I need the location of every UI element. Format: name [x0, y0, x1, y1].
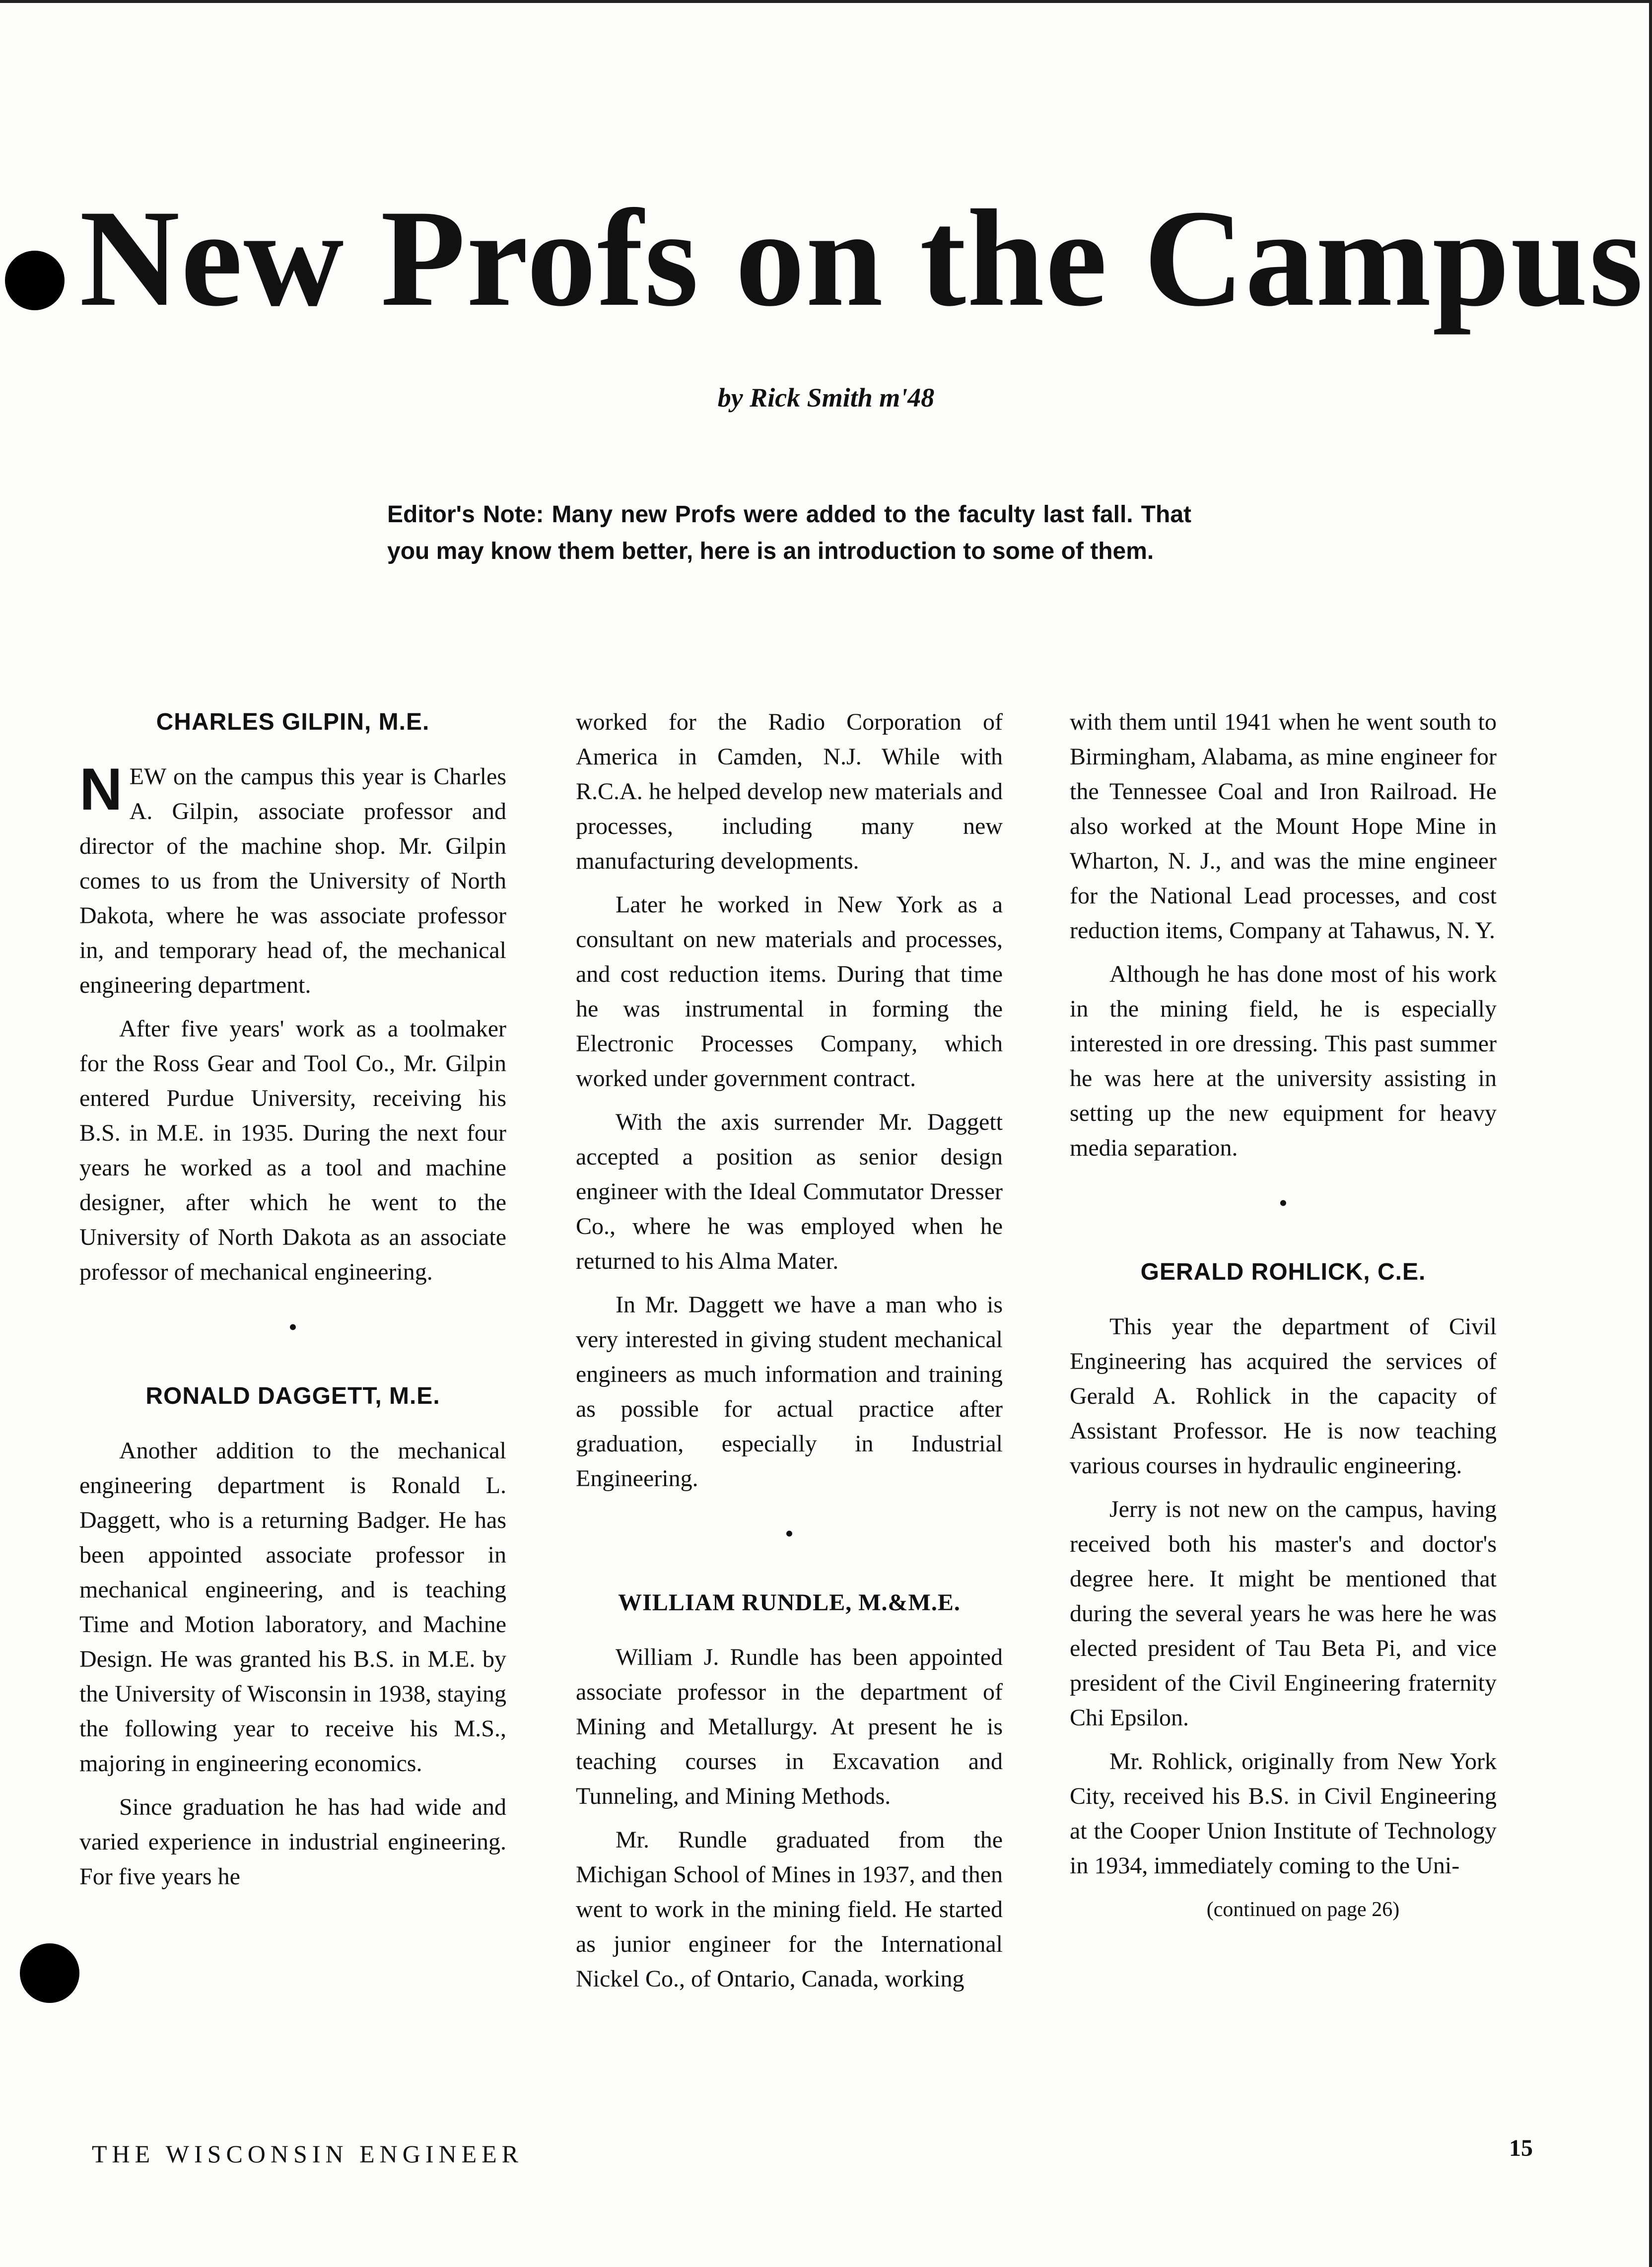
section-separator: • [785, 1519, 794, 1547]
page-edge-right [1649, 0, 1652, 2267]
rohlick-paragraph-3: Mr. Rohlick, originally from New York City, received his B.S. in Civil Engineering at the Cooper Union Institute of Technology in 1934, immediately coming to the Uni- [1070, 1748, 1497, 1879]
section-separator: • [288, 1313, 297, 1341]
daggett-paragraph-3: Later he worked in New York as a consultant on new materials and processes, and cost reduction items. During that time he was instrumental in forming the Electronic Processes Company, which worked under government contract. [576, 892, 1003, 1092]
page-edge-top [0, 0, 1652, 3]
rundle-paragraph-2: Mr. Rundle graduated from the Michigan School of Mines in 1937, and then went to work in the mining field. He started as junior engineer for the International Nickel Co., of Ontario, Canada, working [576, 1827, 1003, 1992]
page-number: 15 [1509, 2135, 1533, 2161]
publication-name: THE WISCONSIN ENGINEER [92, 2140, 524, 2168]
heading-daggett: RONALD DAGGETT, M.E. [145, 1383, 440, 1409]
column-1 [79, 705, 506, 1903]
punch-hole-top [5, 251, 65, 310]
rohlick-paragraph-2: Jerry is not new on the campus, having received both his master's and doctor's degree here. It might be mentioned that during the several years he was here he was elected president of Tau Beta Pi, and vice president of the Civil Engineering fraternity Chi Epsilon. [1070, 1496, 1497, 1731]
byline: by Rick Smith m'48 [717, 383, 935, 412]
column-3 [1070, 705, 1497, 1936]
section-separator: • [1279, 1189, 1288, 1217]
gilpin-paragraph-2: After five years' work as a toolmaker for the Ross Gear and Tool Co., Mr. Gilpin entered Purdue University, receiving his B.S. in M.E. in 1935. During the next four years he worked as a tool and machine designer, after which he went to the University of North Dakota as an associate professor of mechanical engineering. [79, 1016, 506, 1285]
heading-rohlick: GERALD ROHLICK, C.E. [1140, 1259, 1426, 1285]
daggett-paragraph-2-continued: worked for the Radio Corporation of America in Camden, N.J. While with R.C.A. he helped develop new materials and processes, including many new manufacturing developments. [576, 709, 1003, 874]
page-title: New Profs on the Campus [79, 181, 1644, 335]
editors-note: Editor's Note: Many new Profs were added to the faculty last fall. That you may know them better, here is an introduction to some of them. [387, 501, 1191, 564]
daggett-paragraph-5: In Mr. Daggett we have a man who is very interested in giving student mechanical engineers as much information and training as possible for actual practice after graduation, especially in Industrial Engineering. [576, 1292, 1003, 1492]
gilpin-paragraph-1-text: EW on the campus this year is Charles A. Gilpin, associate professor and director of the machine shop. Mr. Gilpin comes to us from the University of North Dakota, where he was associate professor in, and temporary head of, the mechanical engineering department. [79, 763, 506, 998]
rundle-paragraph-1: William J. Rundle has been appointed associate professor in the department of Mining and Metallurgy. At present he is teaching courses in Excavation and Tunneling, and Mining Methods. [576, 1644, 1003, 1809]
heading-gilpin: CHARLES GILPIN, M.E. [156, 709, 430, 735]
rundle-paragraph-3: Although he has done most of his work in the mining field, he is especially interested in ore dressing. This past summer he was here at the university assisting in setting up the new equipment for heavy media separation. [1070, 961, 1497, 1161]
heading-rundle: WILLIAM RUNDLE, M.&M.E. [618, 1589, 961, 1616]
column-2 [576, 705, 1003, 2005]
rundle-paragraph-2-continued: with them until 1941 when he went south to Birmingham, Alabama, as mine engineer for the Tennessee Coal and Iron Railroad. He also worked at the Mount Hope Mine in Wharton, N. J., and was the mine engineer for the National Lead processes, and cost reduction items, Company at Tahawus, N. Y. [1070, 709, 1497, 944]
daggett-paragraph-4: With the axis surrender Mr. Daggett accepted a position as senior design engineer with the Ideal Commutator Dresser Co., where he was employed when he returned to his Alma Mater. [576, 1109, 1003, 1274]
daggett-paragraph-2: Since graduation he has had wide and varied experience in industrial engineering. For five years he [79, 1794, 506, 1890]
daggett-paragraph-1: Another addition to the mechanical engineering department is Ronald L. Daggett, who is a returning Badger. He has been appointed associate professor in mechanical engineering, and is teaching Time and Motion laboratory, and Machine Design. He was granted his B.S. in M.E. by the University of Wisconsin in 1938, staying the following year to receive his M.S., majoring in engineering economics. [79, 1438, 506, 1777]
rohlick-paragraph-1: This year the department of Civil Engineering has acquired the services of Gerald A. Rohlick in the capacity of Assistant Professor. He is now teaching various courses in hydraulic engineering. [1070, 1313, 1497, 1479]
continued-note: (continued on page 26) [1206, 1898, 1400, 1921]
gilpin-paragraph-1 [79, 756, 506, 1003]
drop-cap: N [79, 756, 123, 823]
punch-hole-bottom [20, 1943, 79, 2003]
